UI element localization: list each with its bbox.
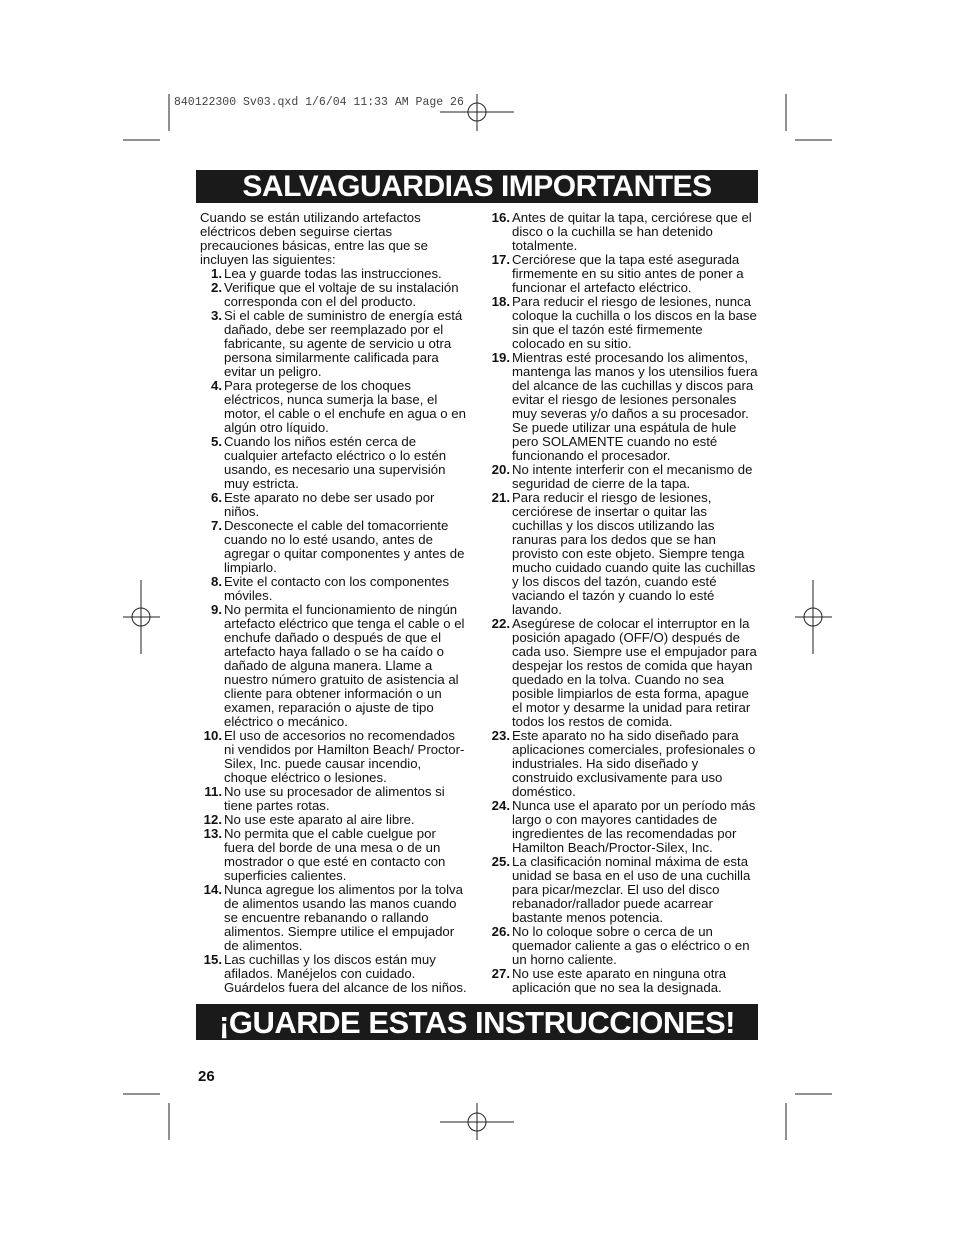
list-item [200,953,468,995]
list-item [487,463,759,491]
item-number: 6. [211,490,222,505]
item-text: Asegúrese de colocar el interruptor en la posición apagado (OFF/O) después de cada uso. Siempre use el empujador para despejar los restos de comida que hayan quedado en la tolva. Cuando no sea posible limpiarlos de esta forma, apague el motor y desarme la unidad para retirar todos los restos de comida. [512,616,757,729]
list-item [200,435,468,491]
list-item [487,925,759,967]
list-item [487,295,759,351]
list-item [200,729,468,785]
item-text: No use este aparato en ninguna otra aplicación que no sea la designada. [512,966,727,995]
list-item [487,729,759,799]
list-item [487,617,759,729]
item-number: 9. [211,602,222,617]
list-item [200,785,468,813]
list-item [200,575,468,603]
item-text: Antes de quitar la tapa, cerciórese que el disco o la cuchilla se han detenido totalmente. [512,210,752,253]
list-item [200,379,468,435]
item-number: 18. [491,294,510,309]
list-item [200,491,468,519]
item-number: 13. [203,826,222,841]
item-number: 11. [204,784,222,799]
item-number: 16. [491,210,510,225]
list-item [200,827,468,883]
item-text: No use este aparato al aire libre. [224,812,415,827]
list-item [200,883,468,953]
list-item [487,491,759,617]
item-text: Para reducir el riesgo de lesiones, nunca coloque la cuchilla o los discos en la base sin que el tazón esté firmemente colocado en su sitio. [512,294,757,351]
item-text: Desconecte el cable del tomacorriente cuando no lo esté usando, antes de agregar o quitar componentes y antes de limpiarlo. [224,518,465,575]
list-item [487,967,759,995]
item-number: 21. [491,490,510,505]
intro-paragraph: Cuando se están utilizando artefactos eléctricos deben seguirse ciertas precauciones básicas, entre las que se incluyen las siguientes: [200,210,428,267]
item-text: Este aparato no ha sido diseñado para aplicaciones comerciales, profesionales o industriales. Ha sido diseñado y construido exclusivamente para uso doméstico. [512,728,756,799]
item-text: No permita que el cable cuelgue por fuera del borde de una mesa o de un mostrador o que esté en contacto con superficies calientes. [224,826,446,883]
item-text: Lea y guarde todas las instrucciones. [224,266,442,281]
item-text: Nunca agregue los alimentos por la tolva de alimentos usando las manos cuando se encuentre rebanando o rallando alimentos. Siempre utilice el empujador de alimentos. [224,882,463,953]
item-text: El uso de accesorios no recomendados ni vendidos por Hamilton Beach/ Proctor-Silex, Inc. puede causar incendio, choque eléctrico o lesiones. [224,728,465,785]
list-item [487,351,759,463]
item-number: 10. [203,728,222,743]
list-item [200,813,468,827]
item-number: 27. [491,966,510,981]
item-text: Cerciórese que la tapa esté asegurada firmemente en su sitio antes de poner a funcionar el artefacto eléctrico. [512,252,744,295]
safeguards-list-right [487,211,759,995]
footer-title: ¡GUARDE ESTAS INSTRUCCIONES! [196,1004,758,1040]
list-item [200,309,468,379]
left-column [200,211,468,995]
item-number: 24. [491,798,510,813]
list-item [487,799,759,855]
item-text: Cuando los niños estén cerca de cualquier artefacto eléctrico o lo estén usando, es necesario una supervisión muy estricta. [224,434,447,491]
item-text: No use su procesador de alimentos si tiene partes rotas. [224,784,445,813]
item-number: 12. [203,812,222,827]
item-text: No permita el funcionamiento de ningún artefacto eléctrico que tenga el cable o el enchufe dañado o después de que el artefacto haya fallado o se ha caído o dañado de alguna manera. Llame a nuestro número gratuito de asistencia al cliente para obtener información o un examen, reparación o ajuste de tipo eléctrico o mecánico. [224,602,465,729]
item-number: 1. [211,266,222,281]
list-item [200,281,468,309]
item-number: 20. [491,462,510,477]
safeguards-list-left [200,267,468,995]
item-number: 14. [203,882,222,897]
item-text: Evite el contacto con los componentes móviles. [224,574,450,603]
item-number: 19. [491,350,510,365]
item-text: La clasificación nominal máxima de esta unidad se basa en el uso de una cuchilla para picar/mezclar. El uso del disco rebanador/rallador puede acarrear bastante menos potencia. [512,854,751,925]
list-item [200,519,468,575]
item-text: Para protegerse de los choques eléctricos, nunca sumerja la base, el motor, el cable o el enchufe en agua o en algún otro líquido. [224,378,466,435]
item-text: Si el cable de suministro de energía está dañado, debe ser reemplazado por el fabricante, su agente de servicio u otra persona similarmente calificada para evitar un peligro. [224,308,463,379]
list-item [200,267,468,281]
item-number: 7. [211,518,222,533]
item-text: Mientras esté procesando los alimentos, mantenga las manos y los utensilios fuera del alcance de las cuchillas y discos para evitar el riesgo de lesiones personales muy severas y/o daños a su procesador. Se puede utilizar una espátula de hule pero SOLAMENTE cuando no esté funcionando el procesador. [512,350,758,463]
item-text: No intente interferir con el mecanismo de seguridad de cierre de la tapa. [512,462,753,491]
page-number: 26 [198,1068,215,1085]
page-title: SALVAGUARDIAS IMPORTANTES [196,170,758,203]
item-text: Nunca use el aparato por un período más largo o con mayores cantidades de ingredientes de las recomendadas por Hamilton Beach/Proctor-Silex, Inc. [512,798,756,855]
item-number: 8. [211,574,222,589]
list-item [487,211,759,253]
item-text: Para reducir el riesgo de lesiones, cerciórese de insertar o quitar las cuchillas y los discos utilizando las ranuras para los dedos que se han provisto con este objeto. Siempre tenga mucho cuidado cuando quite las cuchillas y los discos del tazón, cuando esté vaciando el tazón y cuando lo esté lavando. [512,490,756,617]
item-text: Verifique que el voltaje de su instalación corresponda con el del producto. [224,280,459,309]
item-number: 15. [203,952,222,967]
list-item [487,253,759,295]
item-text: No lo coloque sobre o cerca de un quemador caliente a gas o eléctrico o en un horno caliente. [512,924,750,967]
item-number: 4. [211,378,222,393]
item-number: 2. [211,280,222,295]
item-text: Este aparato no debe ser usado por niños. [224,490,435,519]
list-item [200,603,468,729]
list-item [487,855,759,925]
item-number: 22. [491,616,510,631]
item-number: 17. [491,252,510,267]
item-number: 23. [491,728,510,743]
right-column [487,211,759,995]
item-text: Las cuchillas y los discos están muy afilados. Manéjelos con cuidado. Guárdelos fuera del alcance de los niños. [224,952,467,995]
item-number: 5. [211,434,222,449]
print-slug: 840122300 Sv03.qxd 1/6/04 11:33 AM Page 26 [174,96,464,109]
item-number: 3. [211,308,222,323]
item-number: 25. [491,854,510,869]
item-number: 26. [491,924,510,939]
